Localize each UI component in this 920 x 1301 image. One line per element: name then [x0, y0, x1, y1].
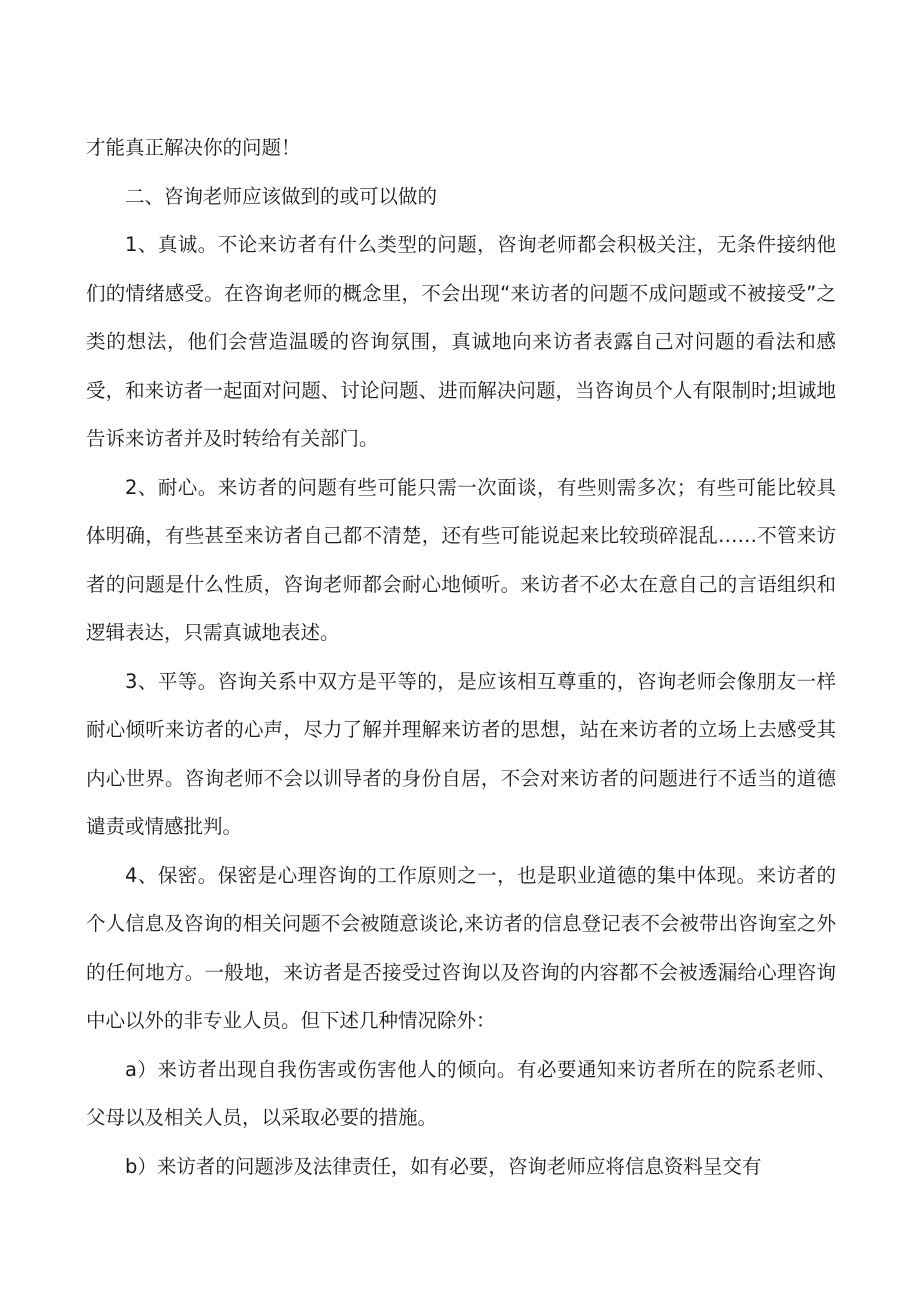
section-heading: 二、咨询老师应该做到的或可以做的 — [125, 184, 438, 208]
paragraph-exception-a: a）来访者出现自我伤害或伤害他人的倾向。有必要通知来访者所在的院系老师、父母以及相关人员，以采取必要的措施。 — [86, 1057, 836, 1129]
paragraph-exception-b: b）来访者的问题涉及法律责任，如有必要，咨询老师应将信息资料呈交有 — [125, 1154, 762, 1178]
paragraph-patience: 2、耐心。来访者的问题有些可能只需一次面谈，有些则需多次；有些可能比较具体明确，有些甚至来访者自己都不清楚，还有些可能说起来比较琐碎混乱……不管来访者的问题是什么性质，咨询老师都会耐心地倾听。来访者不必太在意自己的言语组织和逻辑表达，只需真诚地表述。 — [86, 475, 836, 644]
paragraph-sincerity: 1、真诚。不论来访者有什么类型的问题，咨询老师都会积极关注，无条件接纳他们的情绪感受。在咨询老师的概念里，不会出现“来访者的问题不成问题或不被接受”之类的想法，他们会营造温暖的咨询氛围，真诚地向来访者表露自己对问题的看法和感受，和来访者一起面对问题、讨论问题、进而解决问题，当咨询员个人有限制时;坦诚地告诉来访者并及时转给有关部门。 — [86, 233, 836, 450]
document-body — [86, 124, 836, 1191]
paragraph-equality: 3、平等。咨询关系中双方是平等的，是应该相互尊重的，咨询老师会像朋友一样耐心倾听来访者的心声，尽力了解并理解来访者的思想，站在来访者的立场上去感受其内心世界。咨询老师不会以训导者的身份自居，不会对来访者的问题进行不适当的道德谴责或情感批判。 — [86, 669, 836, 838]
paragraph-confidentiality: 4、保密。保密是心理咨询的工作原则之一，也是职业道德的集中体现。来访者的个人信息及咨询的相关问题不会被随意谈论,来访者的信息登记表不会被带出咨询室之外的任何地方。一般地，来访者是否接受过咨询以及咨询的内容都不会被透漏给心理咨询中心以外的非专业人员。但下述几种情况除外： — [86, 863, 836, 1032]
paragraph-continuation: 才能真正解决你的问题！ — [86, 136, 301, 159]
